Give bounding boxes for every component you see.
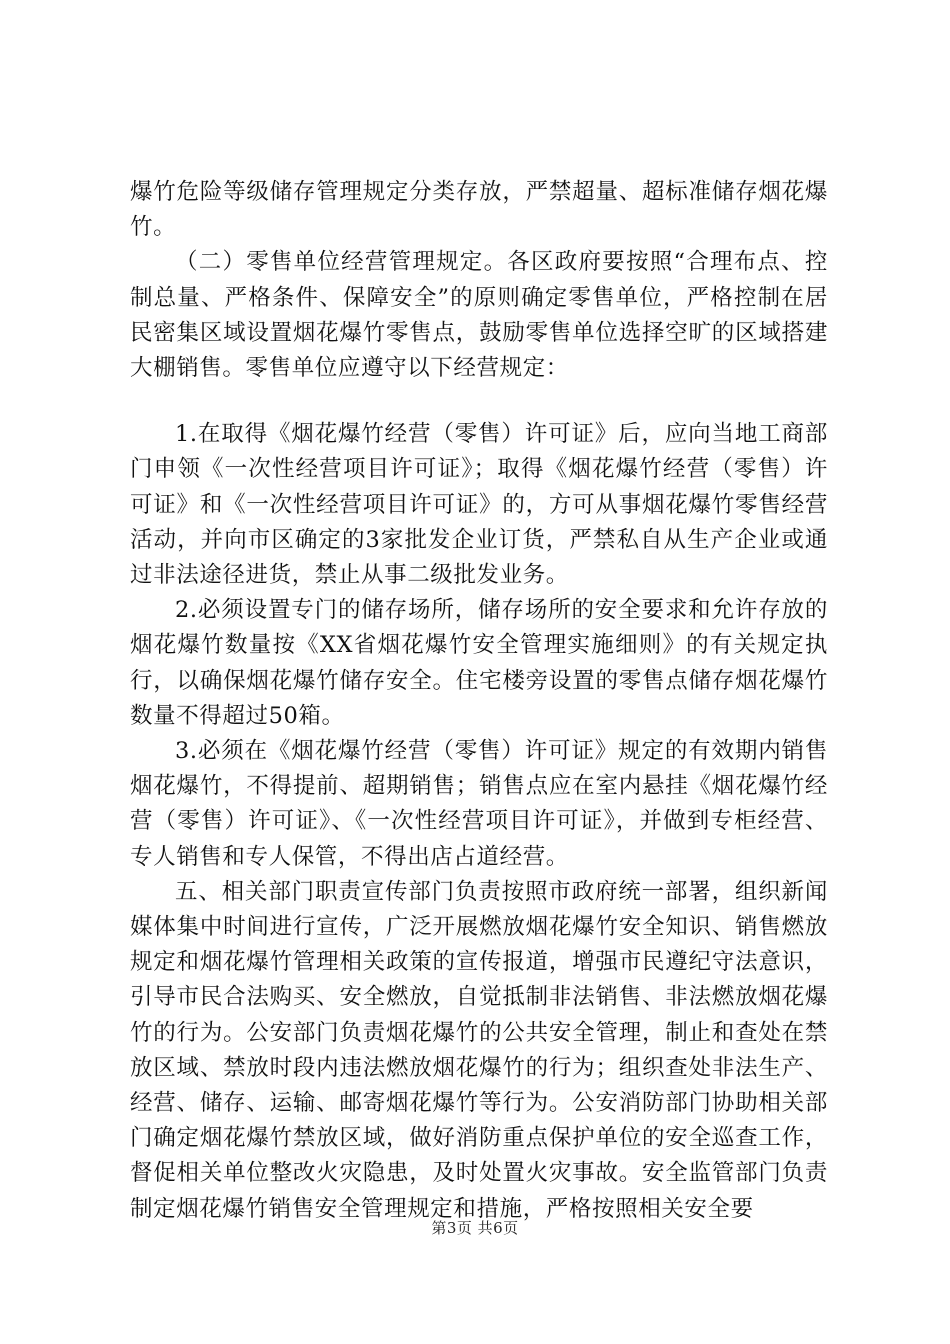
document-body [130,175,828,1227]
paragraph-continuation: 爆竹危险等级储存管理规定分类存放，严禁超量、超标准储存烟花爆竹。 [130,179,828,241]
paragraph-rule-2: 2.必须设置专门的储存场所，储存场所的安全要求和允许存放的烟花爆竹数量按《XX省烟花爆竹安全管理实施细则》的有关规定执行，以确保烟花爆竹储存安全。住宅楼旁设置的零售点储存烟花爆竹数量不得超过50箱。 [130,597,828,729]
paragraph-rule-3: 3.必须在《烟花爆竹经营（零售）许可证》规定的有效期内销售烟花爆竹，不得提前、超期销售；销售点应在室内悬挂《烟花爆竹经营（零售）许可证》、《一次性经营项目许可证》，并做到专柜经营、专人销售和专人保管，不得出店占道经营。 [130,738,828,870]
page-number-footer: 第3页 共6页 [431,1219,519,1237]
paragraph-rule-1: 1.在取得《烟花爆竹经营（零售）许可证》后，应向当地工商部门申领《一次性经营项目许可证》；取得《烟花爆竹经营（零售）许可证》和《一次性经营项目许可证》的，方可从事烟花爆竹零售经营活动，并向市区确定的3家批发企业订货，严禁私自从生产企业或通过非法途径进货，禁止从事二级批发业务。 [130,421,828,589]
paragraph-gap [130,386,828,417]
paragraph-department-duties: 五、相关部门职责宣传部门负责按照市政府统一部署，组织新闻媒体集中时间进行宣传，广泛开展燃放烟花爆竹安全知识、销售燃放规定和烟花爆竹管理相关政策的宣传报道，增强市民遵纪守法意识，引导市民合法购买、安全燃放，自觉抵制非法销售、非法燃放烟花爆竹的行为。公安部门负责烟花爆竹的公共安全管理，制止和查处在禁放区域、禁放时段内违法燃放烟花爆竹的行为；组织查处非法生产、经营、储存、运输、邮寄烟花爆竹等行为。公安消防部门协助相关部门确定烟花爆竹禁放区域，做好消防重点保护单位的安全巡查工作，督促相关单位整改火灾隐患，及时处置火灾事故。安全监管部门负责制定烟花爆竹销售安全管理规定和措施，严格按照相关安全要 [130,878,828,1222]
paragraph-retail-rules-intro: （二）零售单位经营管理规定。各区政府要按照“合理布点、控制总量、严格条件、保障安全”的原则确定零售单位，严格控制在居民密集区域设置烟花爆竹零售点，鼓励零售单位选择空旷的区域搭建大棚销售。零售单位应遵守以下经营规定： [130,249,828,382]
